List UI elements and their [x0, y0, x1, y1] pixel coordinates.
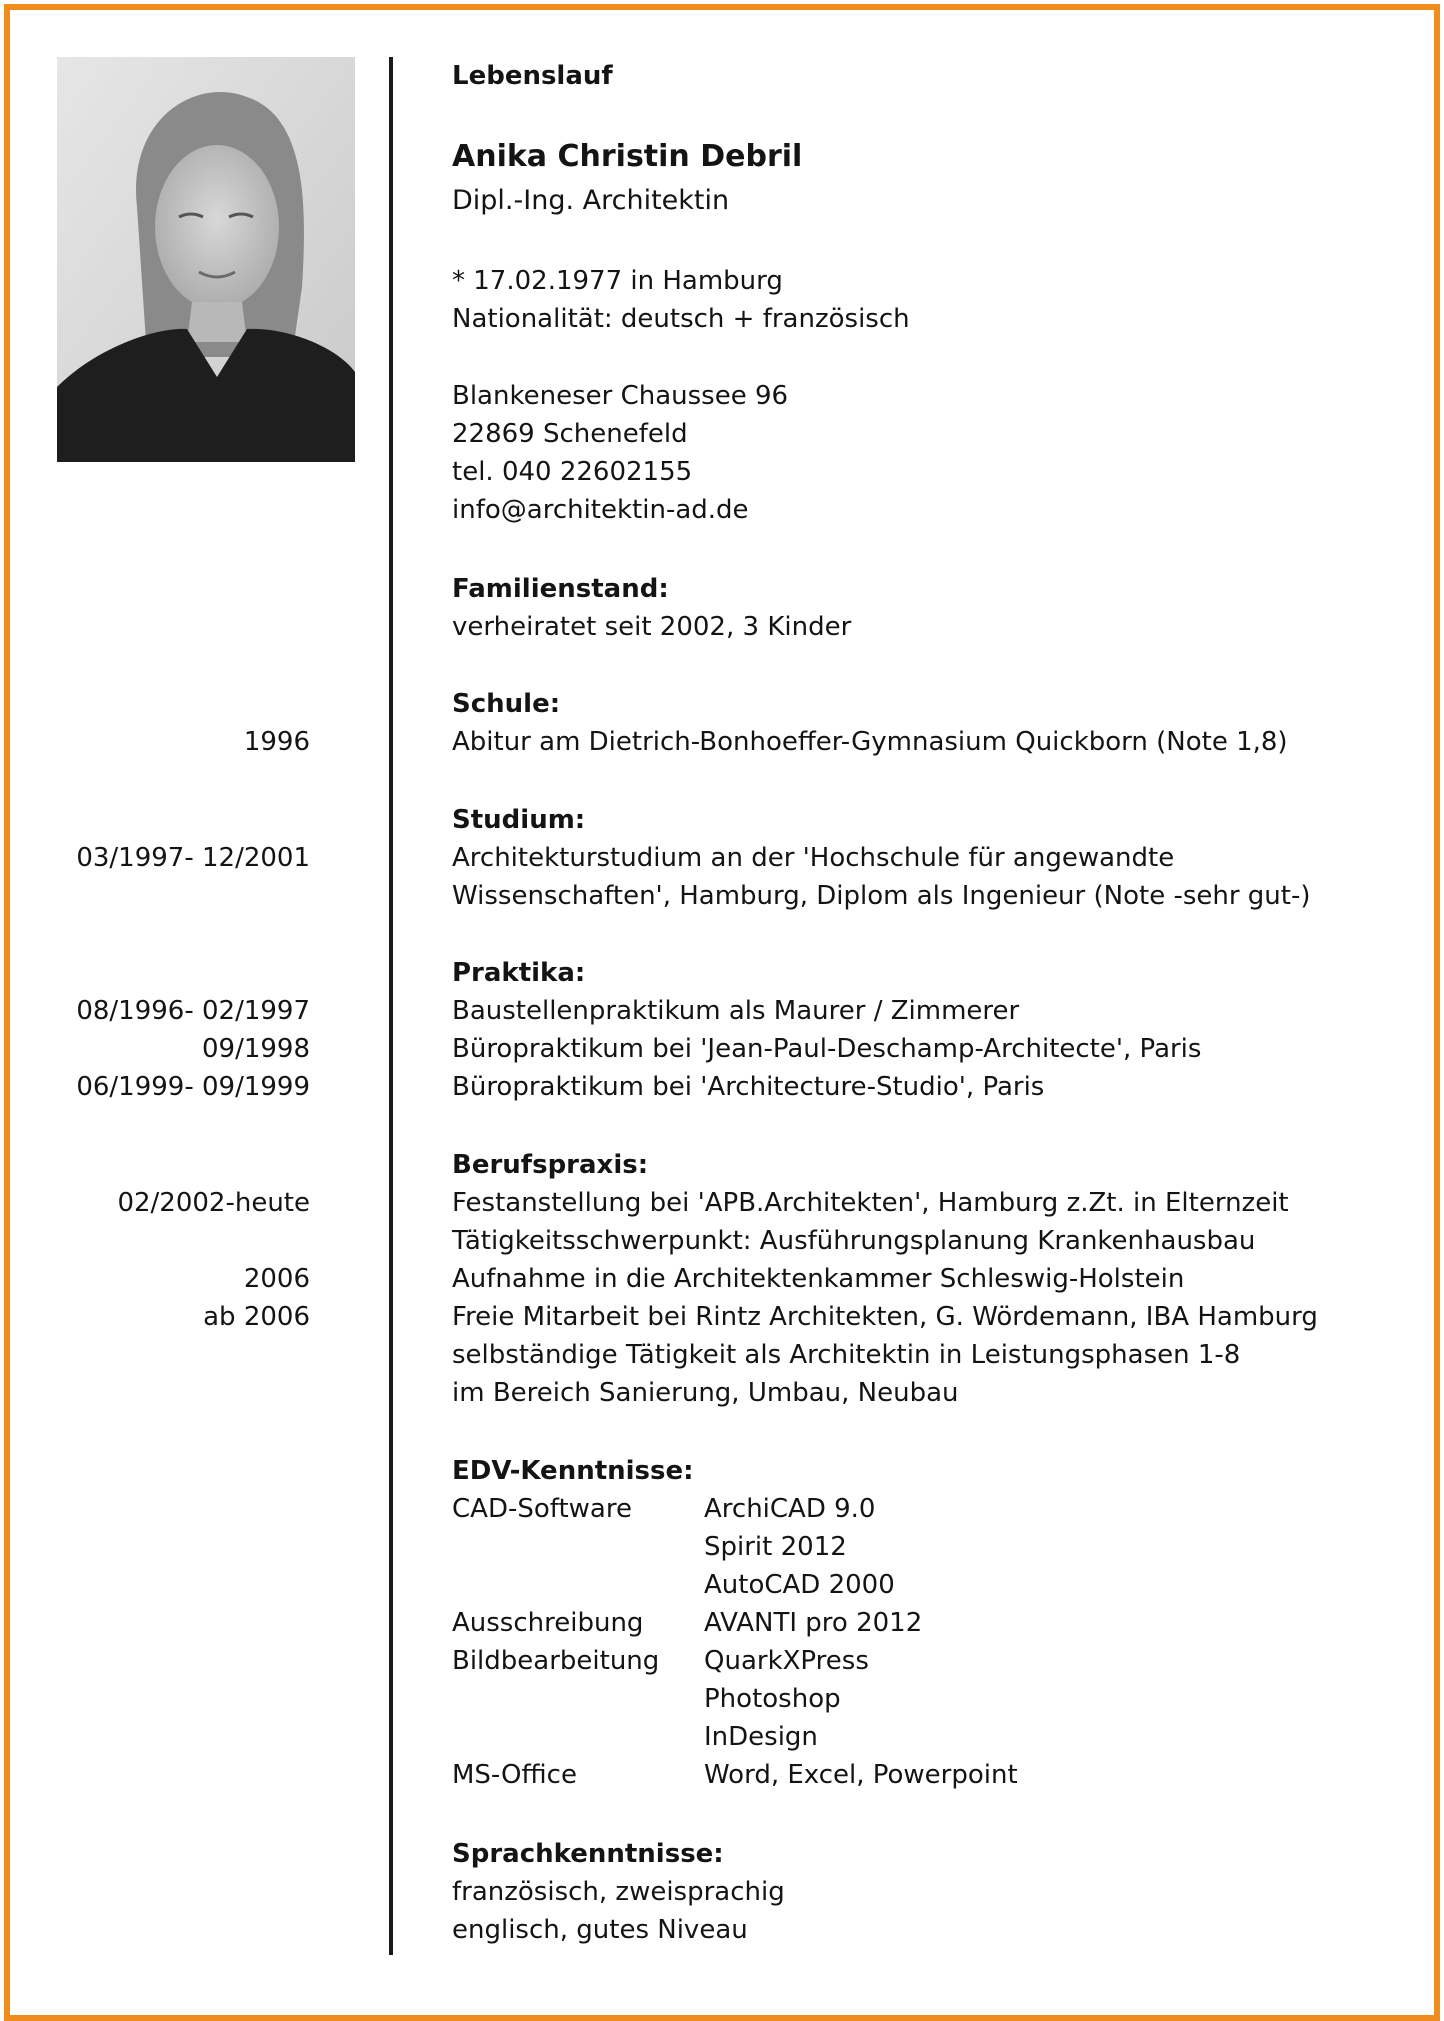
- it-skill-value: QuarkXPress: [704, 1646, 869, 1676]
- internship-entry: Büropraktikum bei 'Architecture-Studio', Paris: [452, 1072, 1045, 1102]
- study-heading: Studium:: [452, 805, 586, 835]
- career-entry-line: Freie Mitarbeit bei Rintz Architekten, G. Wördemann, IBA Hamburg: [452, 1302, 1318, 1332]
- it-skill-value: Spirit 2012: [704, 1532, 847, 1562]
- column-divider: [389, 57, 393, 1955]
- language-entry: französisch, zweisprachig: [452, 1877, 785, 1907]
- internship-entry: Büropraktikum bei 'Jean-Paul-Deschamp-Architecte', Paris: [452, 1034, 1202, 1064]
- it-skill-value: AVANTI pro 2012: [704, 1608, 923, 1638]
- career-date: 2006: [243, 1264, 310, 1294]
- language-entry: englisch, gutes Niveau: [452, 1915, 748, 1945]
- school-date: 1996: [243, 727, 310, 757]
- internship-entry: Baustellenpraktikum als Maurer / Zimmerer: [452, 996, 1020, 1026]
- study-date: 03/1997- 12/2001: [76, 843, 310, 873]
- it-skill-label: MS-Office: [452, 1760, 577, 1790]
- career-entry-line: Festanstellung bei 'APB.Architekten', Hamburg z.Zt. in Elternzeit: [452, 1188, 1289, 1218]
- career-entry-line: Tätigkeitsschwerpunkt: Ausführungsplanung Krankenhausbau: [452, 1226, 1256, 1256]
- career-entry-line: im Bereich Sanierung, Umbau, Neubau: [452, 1378, 959, 1408]
- profession: Dipl.-Ing. Architektin: [452, 185, 730, 216]
- it-skill-label: CAD-Software: [452, 1494, 632, 1524]
- it-skill-value: AutoCAD 2000: [704, 1570, 895, 1600]
- it-skill-value: Word, Excel, Powerpoint: [704, 1760, 1018, 1790]
- it-skill-value: ArchiCAD 9.0: [704, 1494, 876, 1524]
- address-street: Blankeneser Chaussee 96: [452, 381, 789, 411]
- internships-heading: Praktika:: [452, 958, 586, 988]
- school-entry: Abitur am Dietrich-Bonhoeffer-Gymnasium Quickborn (Note 1,8): [452, 727, 1288, 757]
- career-date: ab 2006: [203, 1302, 310, 1332]
- school-heading: Schule:: [452, 689, 561, 719]
- person-name: Anika Christin Debril: [452, 139, 803, 174]
- study-entry-line-1: Architekturstudium an der 'Hochschule für angewandte: [452, 843, 1175, 873]
- career-date: 02/2002-heute: [117, 1188, 310, 1218]
- nationality: Nationalität: deutsch + französisch: [452, 304, 910, 334]
- family-heading: Familienstand:: [452, 574, 669, 604]
- it-skill-label: Bildbearbeitung: [452, 1646, 660, 1676]
- internship-date: 08/1996- 02/1997: [76, 996, 310, 1026]
- email-address: info@architektin-ad.de: [452, 495, 749, 525]
- address-city: 22869 Schenefeld: [452, 419, 688, 449]
- portrait-photo: [57, 57, 355, 462]
- family-text: verheiratet seit 2002, 3 Kinder: [452, 612, 852, 642]
- birth-info: * 17.02.1977 in Hamburg: [452, 266, 783, 296]
- internship-date: 06/1999- 09/1999: [76, 1072, 310, 1102]
- it-skill-value: InDesign: [704, 1722, 818, 1752]
- document-title: Lebenslauf: [452, 61, 613, 91]
- career-entry-line: selbständige Tätigkeit als Architektin in Leistungsphasen 1-8: [452, 1340, 1241, 1370]
- phone-number: tel. 040 22602155: [452, 457, 693, 487]
- it-skills-heading: EDV-Kenntnisse:: [452, 1456, 694, 1486]
- languages-heading: Sprachkenntnisse:: [452, 1839, 724, 1869]
- internship-date: 09/1998: [201, 1034, 310, 1064]
- it-skill-label: Ausschreibung: [452, 1608, 644, 1638]
- study-entry-line-2: Wissenschaften', Hamburg, Diplom als Ingenieur (Note -sehr gut-): [452, 881, 1311, 911]
- it-skill-value: Photoshop: [704, 1684, 841, 1714]
- career-heading: Berufspraxis:: [452, 1150, 649, 1180]
- career-entry-line: Aufnahme in die Architektenkammer Schleswig-Holstein: [452, 1264, 1185, 1294]
